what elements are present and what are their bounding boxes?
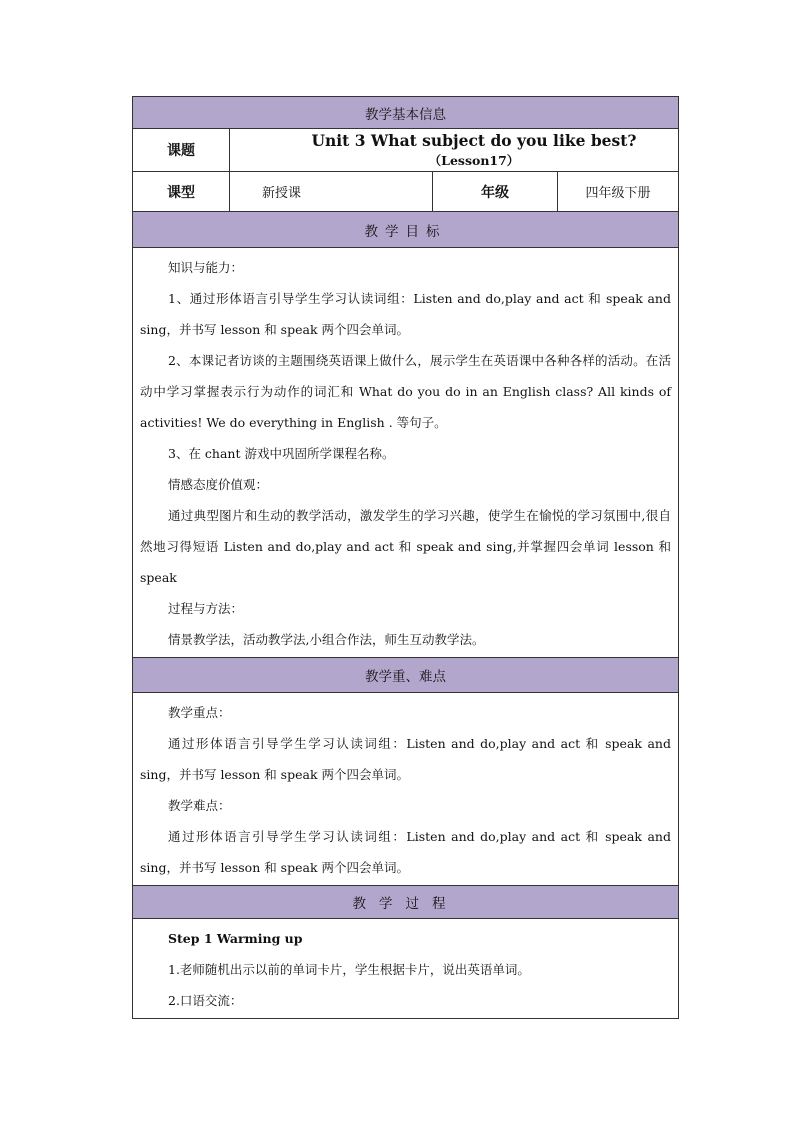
objectives-line: 2、本课记者访谈的主题围绕英语课上做什么，展示学生在英语课中各种各样的活动。在活动中学习掌握表示行为动作的词汇和 What do you do in an English class? All kinds of activities! We do everything in English . 等句子。 [140, 353, 671, 430]
key-points-body [133, 693, 679, 886]
process-body-row [133, 919, 679, 1019]
key-points-heading-row [133, 658, 679, 693]
topic-label: 课题 [133, 129, 230, 172]
topic-title: Unit 3 What subject do you like best? [311, 131, 637, 150]
process-heading: 教学过程 [133, 886, 679, 919]
basic-info-row [133, 97, 679, 129]
process-line: 2.口语交流： [168, 993, 243, 1008]
key-points-line: 通过形体语言引导学生学习认读词组：Listen and do,play and act 和 speak and sing，并书写 lesson 和 speak 两个四会单词。 [140, 829, 671, 875]
objectives-line: 1、通过形体语言引导学生学习认读词组：Listen and do,play and act 和 speak and sing，并书写 lesson 和 speak 两个四会单词。 [140, 291, 671, 337]
topic-title-cell [230, 129, 679, 172]
process-body [133, 919, 679, 1019]
grade-value: 四年级下册 [558, 172, 679, 212]
objectives-heading: 教学目标 [133, 212, 679, 248]
grade-label: 年级 [433, 172, 558, 212]
key-points-line: 通过形体语言引导学生学习认读词组：Listen and do,play and act 和 speak and sing，并书写 lesson 和 speak 两个四会单词。 [140, 736, 671, 782]
type-label: 课型 [133, 172, 230, 212]
type-row [133, 172, 679, 212]
process-heading-row [133, 886, 679, 919]
objectives-body [133, 248, 679, 658]
key-points-line: 教学难点： [168, 798, 231, 813]
objectives-line: 3、在 chant 游戏中巩固所学课程名称。 [168, 446, 395, 461]
objectives-line: 通过典型图片和生动的教学活动，激发学生的学习兴趣，使学生在愉悦的学习氛围中,很自然地习得短语 Listen and do,play and act 和 speak and sing,并掌握四会单词 lesson 和 speak [140, 508, 671, 585]
objectives-line: 情感态度价值观： [168, 477, 269, 492]
objectives-line: 情景教学法，活动教学法,小组合作法，师生互动教学法。 [168, 632, 485, 647]
objectives-line: 过程与方法： [168, 601, 244, 616]
type-value: 新授课 [230, 172, 433, 212]
objectives-line: 知识与能力： [168, 260, 244, 275]
key-points-body-row [133, 693, 679, 886]
topic-row [133, 129, 679, 172]
basic-info-header: 教学基本信息 [133, 97, 679, 129]
objectives-heading-row [133, 212, 679, 248]
objectives-body-row [133, 248, 679, 658]
key-points-line: 教学重点： [168, 705, 231, 720]
lesson-plan-sheet [132, 96, 678, 1019]
topic-lesson: （Lesson17） [428, 153, 520, 168]
step1-title: Step 1 Warming up [168, 931, 303, 946]
process-line: 1.老师随机出示以前的单词卡片，学生根据卡片，说出英语单词。 [168, 962, 530, 977]
lesson-plan-table [132, 96, 679, 1019]
key-points-heading: 教学重、难点 [133, 658, 679, 693]
